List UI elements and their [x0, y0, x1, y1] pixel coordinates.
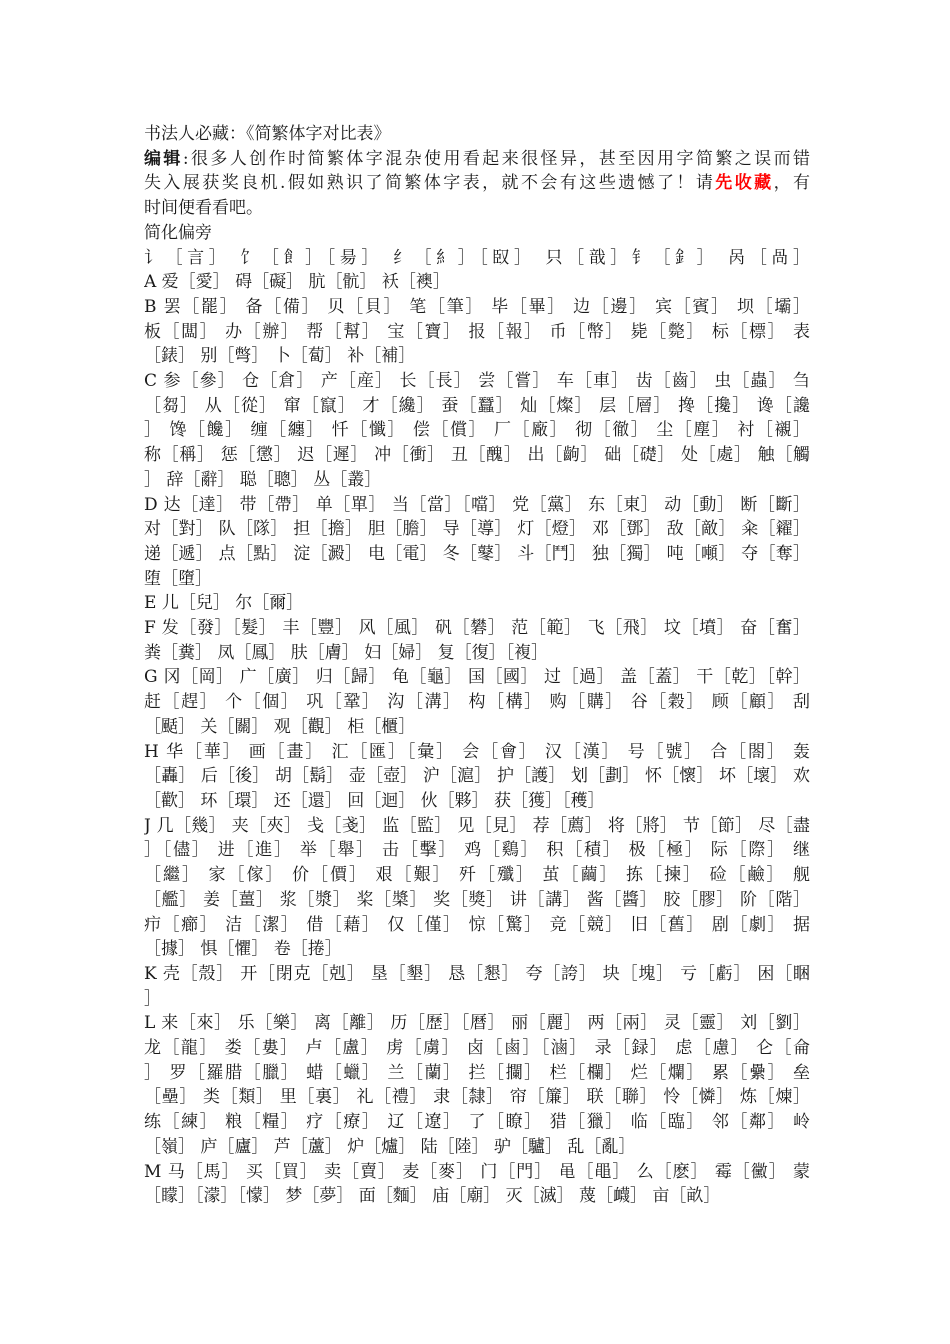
comparison-line: M 马［馬］ 买［買］ 卖［賣］ 麦［麥］ 门［門］ 黾［黽］ 么［麽］ 霉［黴］ 蒙: [144, 1161, 810, 1182]
comparison-line: ］ 辞［辭］ 聪［聰］ 丛［叢］: [144, 469, 382, 490]
comparison-line: 练［練］ 粮［糧］ 疗［療］ 辽［遼］ 了［瞭］ 猎［獵］ 临［臨］ 邻［鄰］ 岭: [144, 1112, 810, 1133]
comparison-line: ［芻］ 从［從］ 窜［竄］ 才［纔］ 蚕［蠶］ 灿［燦］ 层［層］ 搀［攙］ 谗［讒: [144, 395, 810, 416]
comparison-line: A 爱［愛］ 碍［礙］ 肮［骯］ 袄［襖］: [144, 272, 450, 293]
comparison-line: ］ 罗［羅腊［臘］ 蜡［蠟］ 兰［蘭］ 拦［攔］ 栏［欄］ 烂［爛］ 累［纍］ 垒: [144, 1062, 810, 1083]
comparison-line: ［據］ 惧［懼］ 卷［捲］: [144, 939, 342, 960]
comparison-line: K 壳［殼］ 开［閉克［剋］ 垦［墾］ 恳［懇］ 夸［誇］ 块［塊］ 亏［虧］ 困［睏: [144, 963, 810, 984]
comparison-line: ］［儘］ 进［進］ 举［舉］ 击［擊］ 鸡［鷄］ 积［積］ 极［極］ 际［際］ 继: [144, 840, 810, 861]
comparison-line: 称［稱］ 惩［懲］ 迟［遲］ 冲［衝］ 丑［醜］ 出［齣］ 础［礎］ 处［處］ 触［觸: [144, 445, 810, 466]
comparison-line: 递［遞］ 点［點］ 淀［澱］ 电［電］ 冬［鼕］ 斗［鬥］ 独［獨］ 吨［噸］ 夺［奪］: [144, 543, 810, 564]
comparison-line: 赶［趕］ 个［個］ 巩［鞏］ 沟［溝］ 构［構］ 购［購］ 谷［穀］ 顾［顧］ 刮: [144, 692, 810, 713]
comparison-line: 对［對］ 队［隊］ 担［擔］ 胆［膽］ 导［導］ 灯［燈］ 邓［鄧］ 敌［敵］ 籴［糴］: [144, 519, 810, 540]
document-title: 书法人必藏：《简繁体字对比表》: [144, 124, 391, 144]
comparison-line: 板［闆］ 办［辦］ 帮［幫］ 宝［寶］ 报［報］ 币［幣］ 毙［斃］ 标［標］ 表: [144, 321, 810, 342]
intro-text-2a: 失入展获奖良机.假如熟识了简繁体字表，就不会有这些遗憾了！请: [144, 173, 716, 194]
comparison-line: ［颳］ 关［關］ 观［觀］ 柜［櫃］: [144, 716, 416, 737]
comparison-line: 粪［糞］ 凤［鳳］ 肤［膚］ 妇［婦］ 复［復］［複］: [144, 642, 549, 663]
comparison-line: J 几［幾］ 夹［夾］ 戋［戔］ 监［監］ 见［見］ 荐［薦］ 将［將］ 节［節］ 尽［盡: [144, 815, 810, 836]
comparison-line: E 儿［兒］ 尔［爾］: [144, 593, 304, 614]
comparison-line: ］: [144, 988, 161, 1009]
document-page: [144, 122, 810, 1209]
comparison-line: ［壘］ 类［類］ 里［裏］ 礼［禮］ 隶［隸］ 帘［簾］ 联［聯］ 怜［憐］ 炼［煉］: [144, 1087, 810, 1108]
comparison-line: L 来［來］ 乐［樂］ 离［離］ 历［歷］［曆］ 丽［麗］ 两［兩］ 灵［靈］ 刘［劉］: [144, 1013, 810, 1034]
comparison-line: ［錶］ 别［彆］ 卜［蔔］ 补［補］: [144, 346, 416, 367]
intro-line-1: [144, 147, 810, 172]
intro-label: 编辑: [144, 148, 183, 169]
comparison-line: ［轟］ 后［後］ 胡［鬍］ 壶［壺］ 沪［滬］ 护［護］ 划［劃］ 怀［懷］ 坏［壞］ 欢: [144, 766, 810, 787]
intro-text-1: :很多人创作时简繁体字混杂使用看起来很怪异，甚至因用字简繁之误而错: [182, 148, 810, 169]
comparison-line: F 发［發］［髮］ 丰［豐］ 风［風］ 矾［礬］ 范［範］ 飞［飛］ 坟［墳］ 奋［奮］: [144, 618, 810, 639]
intro-line-3: 时间便看看吧。: [144, 198, 263, 219]
comparison-line: C 参［參］ 仓［倉］ 产［産］ 长［長］ 尝［嘗］ 车［車］ 齿［齒］ 虫［蟲］ 刍: [144, 371, 810, 392]
section-heading: 简化偏旁: [144, 222, 212, 243]
comparison-line: H 华［華］ 画［畫］ 汇［匯］［彙］ 会［會］ 汉［漢］ 号［號］ 合［閤］ 轰: [144, 741, 810, 762]
comparison-line: ［歡］ 环［環］ 还［還］ 回［迴］ 伙［夥］ 获［獲］［穫］: [144, 790, 605, 811]
intro-text-2b: ，有: [773, 173, 810, 194]
comparison-line: 疖［癤］ 洁［潔］ 借［藉］ 仅［僅］ 惊［驚］ 竞［競］ 旧［舊］ 剧［劇］ 据: [144, 914, 810, 935]
comparison-list: [144, 246, 810, 1209]
comparison-line: ［矇］［濛］［懞］ 梦［夢］ 面［麵］ 庙［廟］ 灭［滅］ 蔑［衊］ 亩［畝］: [144, 1186, 721, 1207]
comparison-line: ［嶺］ 庐［廬］ 芦［蘆］ 炉［爐］ 陆［陸］ 驴［驢］ 乱［亂］: [144, 1136, 636, 1157]
comparison-line: 龙［龍］ 娄［婁］ 卢［盧］ 虏［虜］ 卤［鹵］［滷］ 录［録］ 虑［慮］ 仑［侖: [144, 1038, 810, 1059]
comparison-line: ［繼］ 家［傢］ 价［價］ 艰［艱］ 歼［殲］ 茧［繭］ 拣［揀］ 硷［鹼］ 舰: [144, 865, 810, 886]
comparison-line: 堕［墮］: [144, 568, 212, 589]
intro-line-2: [144, 171, 810, 196]
comparison-line: G 冈［岡］ 广［廣］ 归［歸］ 龟［龜］ 国［國］ 过［過］ 盖［蓋］ 干［乾］［幹］: [144, 667, 810, 688]
comparison-line: 讠［言］ 饣［飠］［昜］ 纟［糹］［臤］ 只［戠］钅［釒］ 呙［咼］: [144, 247, 810, 268]
intro-emphasis: 先收藏: [715, 173, 774, 194]
comparison-line: B 罢［罷］ 备［備］ 贝［貝］ 笔［筆］ 毕［畢］ 边［邊］ 宾［賓］ 坝［壩］: [144, 296, 810, 317]
comparison-line: ［艦］ 姜［薑］ 浆［漿］ 桨［槳］ 奖［獎］ 讲［講］ 酱［醬］ 胶［膠］ 阶［階］: [144, 889, 810, 910]
comparison-line: ］ 馋［饞］ 缠［纏］ 忏［懺］ 偿［償］ 厂［廠］ 彻［徹］ 尘［塵］ 衬［襯］: [144, 420, 810, 441]
comparison-line: D 达［達］ 带［帶］ 单［單］ 当［當］［噹］ 党［黨］ 东［東］ 动［動］ 断［斷］: [144, 494, 810, 515]
